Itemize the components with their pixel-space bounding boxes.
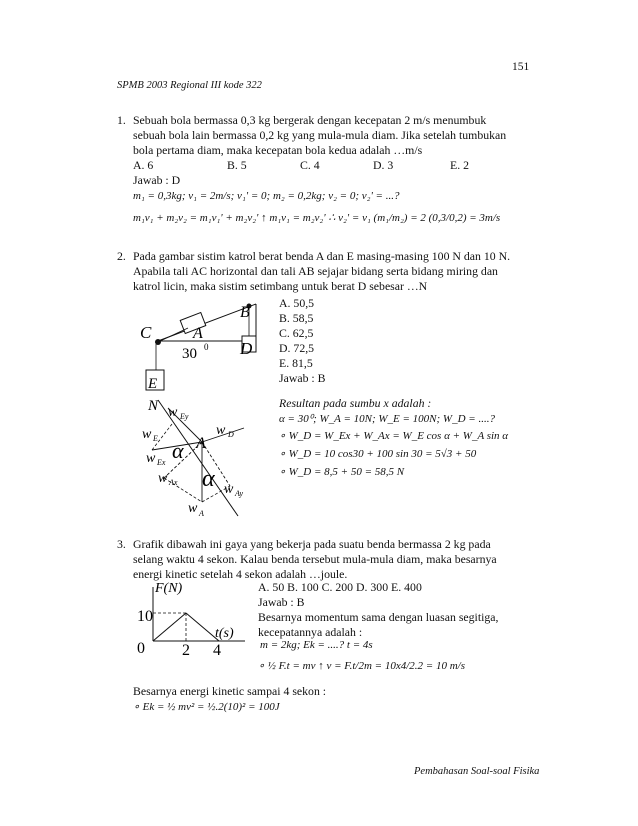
q3-energy-equation: ∘ Ek = ½ mv² = ½.2(10)² = 100J	[133, 701, 280, 713]
label-b: B	[240, 304, 250, 321]
q3-options: A. 50 B. 100 C. 200 D. 300 E. 400	[258, 580, 422, 594]
page-number: 151	[512, 61, 530, 73]
graph-label-10: 10	[137, 608, 153, 625]
q3-energy-title: Besarnya energi kinetic sampai 4 sekon :	[133, 684, 327, 698]
vec-label-alpha-1: α	[172, 438, 184, 463]
q2-option-e: E. 81,5	[279, 356, 313, 370]
label-a: A	[193, 325, 203, 342]
angle-degree: 0	[204, 342, 209, 352]
vec-label-wd: w	[216, 423, 226, 438]
vec-label-way-sub: Ay	[235, 489, 243, 498]
force-time-graph	[133, 579, 251, 659]
q2-line-1: Pada gambar sistim katrol berat benda A dan E masing-masing 100 N dan 10 N.	[133, 249, 511, 263]
q3-explain-1: Besarnya momentum sama dengan luasan segitiga,	[258, 610, 499, 624]
footer-title: Pembahasan Soal-soal Fisika	[414, 766, 540, 777]
graph-t-label: t(s)	[215, 626, 234, 641]
q2-option-b: B. 58,5	[279, 311, 314, 325]
q1-number: 1.	[117, 113, 126, 127]
q1-option-e: E. 2	[450, 158, 470, 172]
vec-label-wax-sub: Ax	[169, 478, 178, 487]
q1-line-3: bola pertama diam, maka kecepatan bola kedua adalah …m/s	[133, 143, 423, 157]
vec-label-we: w	[142, 427, 152, 442]
q2-answer: Jawab : B	[279, 371, 326, 385]
q3-number: 3.	[117, 537, 126, 551]
q2-option-d: D. 72,5	[279, 341, 315, 355]
q2-equation-3: ∘ W_D = 10 cos30 + 100 sin 30 = 5√3 + 50	[279, 448, 477, 460]
vec-label-wex-sub: Ex	[157, 458, 166, 467]
pulley-system-figure	[136, 298, 276, 392]
q1-line-1: Sebuah bola bermassa 0,3 kg bergerak dengan kecepatan 2 m/s menumbuk	[133, 113, 487, 127]
vec-label-n: N	[148, 398, 159, 414]
vec-label-wa-sub: A	[199, 509, 204, 518]
running-title: SPMB 2003 Regional III kode 322	[117, 80, 262, 91]
vec-label-wey-sub: Ey	[180, 412, 189, 421]
vec-label-wa: w	[188, 501, 198, 516]
q3-explain-2: kecepatannya adalah :	[258, 625, 363, 639]
q2-option-a: A. 50,5	[279, 296, 315, 310]
q2-equation-1: α = 30⁰; W_A = 10N; W_E = 100N; W_D = ....?	[279, 413, 495, 425]
vec-label-wd-sub: D	[228, 430, 234, 439]
q2-resultan-title: Resultan pada sumbu x adalah :	[279, 396, 432, 410]
q2-number: 2.	[117, 249, 126, 263]
graph-rising	[153, 613, 186, 641]
vec-label-we-sub: E	[153, 434, 158, 443]
q1-option-d: D. 3	[373, 158, 394, 172]
q1-option-a: A. 6	[133, 158, 154, 172]
label-c: C	[140, 323, 152, 342]
q1-equation-1: m₁ = 0,3kg; v₁ = 2m/s; v₁' = 0; m₂ = 0,2kg; v₂ = 0; v₂' = ...?	[133, 190, 400, 202]
q2-line-3: katrol licin, maka sistim setimbang untuk berat D sebesar …N	[133, 279, 428, 293]
vec-label-wax: w	[158, 471, 168, 486]
label-e: E	[148, 376, 158, 392]
q3-answer: Jawab : B	[258, 595, 305, 609]
q3-equation-2: ∘ ½ F.t = mv ↑ v = F.t/2m = 10x4/2.2 = 10 m/s	[258, 660, 465, 672]
q1-line-2: sebuah bola lain bermassa 0,2 kg yang mula-mula diam. Jika setelah tumbukan	[133, 128, 507, 142]
q2-option-c: C. 62,5	[279, 326, 314, 340]
graph-label-0: 0	[137, 640, 145, 657]
q1-answer: Jawab : D	[133, 173, 181, 187]
q2-equation-2: ∘ W_D = W_Ex + W_Ax = W_E cos α + W_A sin α	[279, 430, 509, 442]
vec-label-wey: w	[168, 405, 178, 420]
q3-line-2: selang waktu 4 sekon. Kalau benda tersebut mula-mula diam, maka besarnya	[133, 552, 497, 566]
q1-option-c: C. 4	[300, 158, 320, 172]
vec-label-way: w	[224, 482, 234, 497]
q3-equation-1: m = 2kg; Ek = ....? t = 4s	[260, 639, 373, 651]
graph-label-4: 4	[213, 642, 221, 659]
angle-label: 30	[182, 346, 197, 362]
q2-equation-4: ∘ W_D = 8,5 + 50 = 58,5 N	[279, 466, 405, 478]
q1-option-b: B. 5	[227, 158, 247, 172]
vec-label-alpha-2: α	[202, 466, 215, 492]
force-diagram	[140, 394, 275, 524]
q1-equation-2: m₁v₁ + m₂v₂ = m₁v₁' + m₂v₂' ↑ m₁v₁ = m₂v₂' ∴ v₂' = v₁ (m₁/m₂) = 2 (0,3/0,2) = 3m/s	[133, 212, 501, 224]
label-d: D	[240, 339, 253, 358]
q3-line-3: energi kinetic setelah 4 sekon adalah …joule.	[133, 567, 348, 581]
graph-f-label: F(N)	[155, 581, 183, 596]
graph-label-2: 2	[182, 642, 190, 659]
rope-ac	[158, 328, 188, 342]
q3-line-1: Grafik dibawah ini gaya yang bekerja pada suatu benda bermassa 2 kg pada	[133, 537, 491, 551]
q2-line-2: Apabila tali AC horizontal dan tali AB sejajar bidang serta bidang miring dan	[133, 264, 498, 278]
vec-label-a: A	[196, 435, 206, 452]
vec-label-wex: w	[146, 451, 156, 466]
